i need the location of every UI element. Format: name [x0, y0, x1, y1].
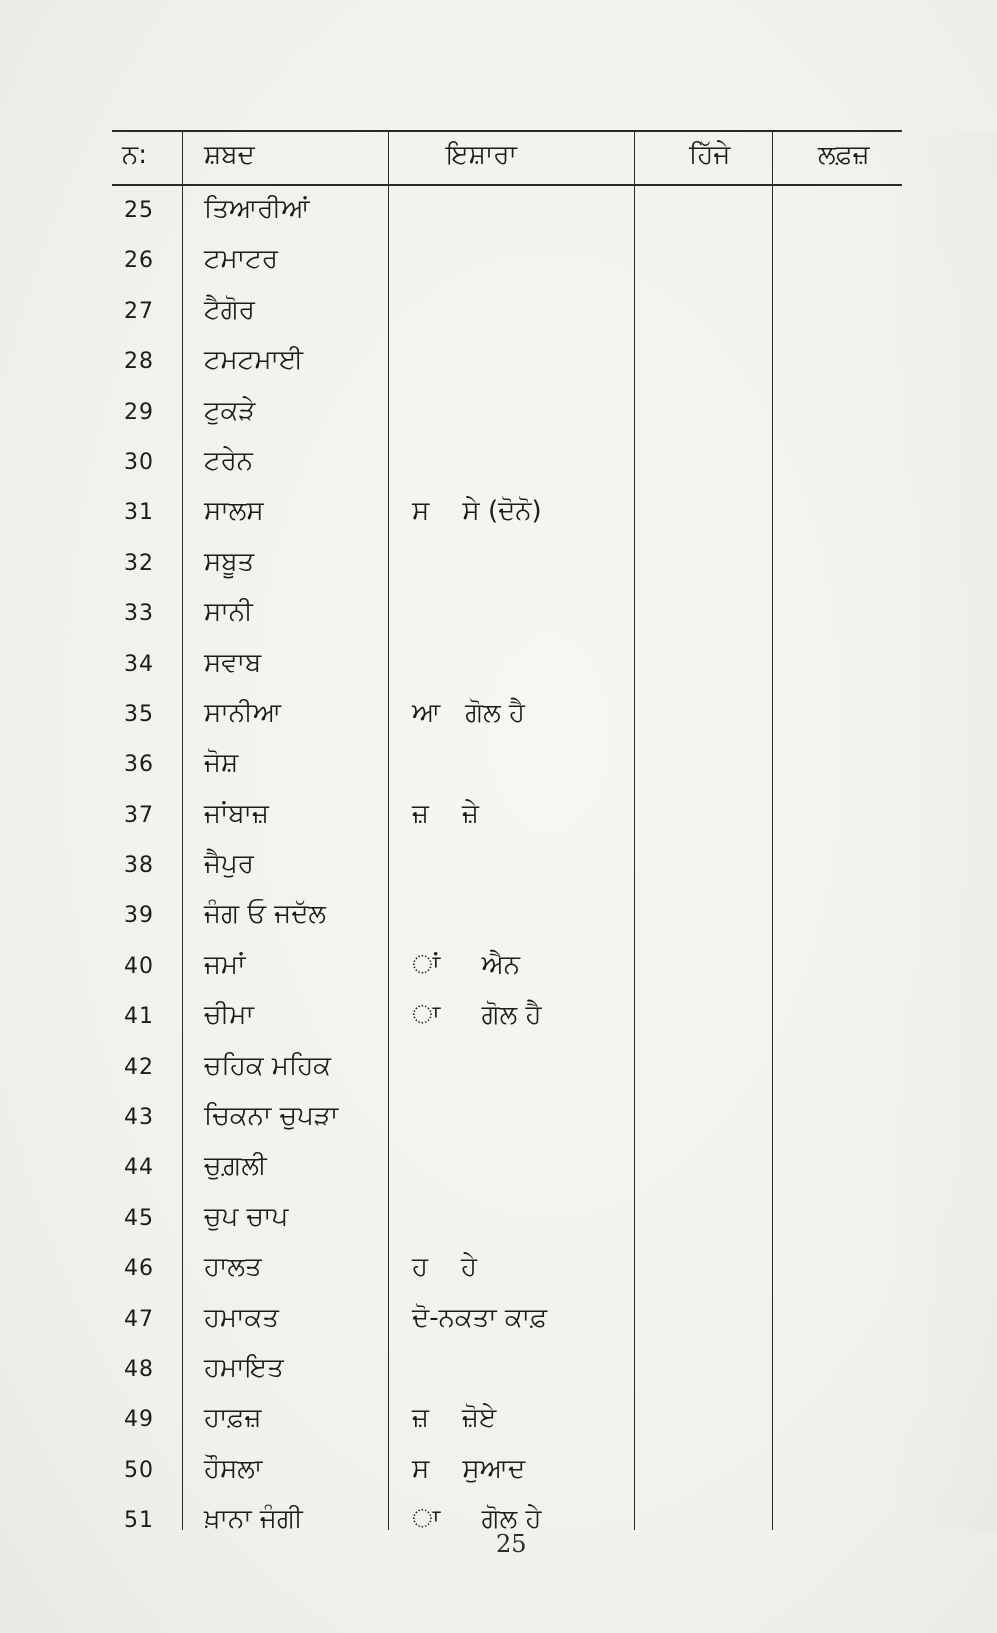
row-word: ਜੰਗ ਓ ਜਦੱਲ	[204, 899, 326, 930]
row-number: 48	[124, 1356, 154, 1382]
row-number: 39	[124, 903, 154, 929]
row-word: ਟੈਗੋਰ	[204, 294, 255, 325]
row-ishara: ਾਂ ਐਨ	[412, 949, 521, 980]
table-row	[112, 1043, 902, 1093]
row-ishara: ਜ਼ ਜ਼ੋਏ	[412, 1403, 497, 1434]
header-ishara: ਇਸ਼ਾਰਾ	[446, 140, 517, 170]
table-row	[112, 589, 902, 639]
row-number: 38	[124, 853, 154, 879]
row-number: 41	[124, 1004, 154, 1030]
row-ishara: ਆ ਗੋਲ ਹੈ	[412, 697, 525, 728]
row-word: ਚੀਮਾ	[204, 1000, 254, 1031]
row-ishara: ਾ ਗੋਲ ਹੇ	[412, 1504, 542, 1535]
word-table	[112, 130, 902, 1535]
table-row	[112, 1295, 902, 1345]
table-row	[112, 690, 902, 740]
header-number: ਨ:	[122, 140, 148, 170]
row-word: ਖ਼ਾਨਾ ਜੰਗੀ	[204, 1504, 303, 1535]
row-number: 26	[124, 248, 154, 274]
row-number: 36	[124, 752, 154, 778]
row-word: ਜਮਾਂ	[204, 949, 246, 980]
table-row	[112, 539, 902, 589]
table-row	[112, 1244, 902, 1294]
table-row	[112, 740, 902, 790]
table-row	[112, 1446, 902, 1496]
row-number: 35	[124, 701, 154, 727]
row-number: 47	[124, 1306, 154, 1332]
table-row	[112, 438, 902, 488]
row-ishara: ਸ ਸੁਆਦ	[412, 1453, 526, 1484]
row-word: ਹਾਫ਼ਜ਼	[204, 1403, 262, 1434]
row-number: 42	[124, 1054, 154, 1080]
row-number: 33	[124, 601, 154, 627]
row-word: ਚੁਪ ਚਾਪ	[204, 1201, 289, 1232]
row-word: ਸਾਨੀਆ	[204, 697, 282, 728]
row-word: ਜਾਂਬਾਜ਼	[204, 798, 269, 829]
table-row	[112, 791, 902, 841]
row-number: 28	[124, 349, 154, 375]
row-word: ਚੁਗ਼ਲੀ	[204, 1151, 267, 1182]
row-word: ਸਾਲਸ	[204, 496, 264, 527]
header-lafaz: ਲਫ਼ਜ਼	[818, 140, 870, 170]
row-ishara: ਹ ਹੇ	[412, 1252, 477, 1283]
table-row	[112, 992, 902, 1042]
table-body	[112, 186, 902, 1547]
table-row	[112, 287, 902, 337]
row-number: 37	[124, 802, 154, 828]
row-number: 46	[124, 1256, 154, 1282]
row-word: ਜੋਸ਼	[204, 748, 239, 779]
row-number: 49	[124, 1407, 154, 1433]
table-row	[112, 1143, 902, 1193]
table-header	[112, 130, 902, 184]
row-word: ਚਿਕਨਾ ਚੁਪੜਾ	[204, 1101, 339, 1132]
row-number: 43	[124, 1105, 154, 1131]
row-number: 32	[124, 550, 154, 576]
row-word: ਹੌਸਲਾ	[204, 1453, 263, 1484]
row-word: ਸਬੂਤ	[204, 546, 255, 577]
row-word: ਟਮਾਟਰ	[204, 244, 278, 275]
row-word: ਟੁਕੜੇ	[204, 395, 256, 426]
row-number: 51	[124, 1508, 154, 1534]
row-word: ਜੈਪੁਰ	[204, 849, 254, 880]
row-word: ਹਮਾਕਤ	[204, 1302, 279, 1333]
row-number: 34	[124, 651, 154, 677]
row-number: 45	[124, 1205, 154, 1231]
row-number: 31	[124, 500, 154, 526]
table-row	[112, 1093, 902, 1143]
row-number: 40	[124, 953, 154, 979]
table-row	[112, 891, 902, 941]
row-ishara: ਜ਼ ਜ਼ੇ	[412, 798, 479, 829]
table-row	[112, 337, 902, 387]
row-number: 30	[124, 449, 154, 475]
row-word: ਚਹਿਕ ਮਹਿਕ	[204, 1050, 332, 1081]
table-row	[112, 1395, 902, 1445]
row-word: ਟਰੇਨ	[204, 445, 254, 476]
row-word: ਸਾਨੀ	[204, 597, 253, 628]
row-ishara: ਾ ਗੋਲ ਹੈ	[412, 1000, 542, 1031]
header-word: ਸ਼ਬਦ	[204, 140, 255, 170]
header-hije: ਹਿੱਜੇ	[689, 140, 731, 170]
table-row	[112, 388, 902, 438]
table-row	[112, 1194, 902, 1244]
row-number: 29	[124, 399, 154, 425]
row-word: ਤਿਆਰੀਆਂ	[204, 194, 310, 224]
row-ishara: ਦੋ-ਨਕਤਾ ਕਾਫ਼	[412, 1302, 548, 1333]
table-row	[112, 488, 902, 538]
row-number: 44	[124, 1155, 154, 1181]
table-row	[112, 236, 902, 286]
row-word: ਹਮਾਇਤ	[204, 1352, 284, 1383]
table-row	[112, 942, 902, 992]
table-row	[112, 186, 902, 236]
table-row	[112, 640, 902, 690]
row-ishara: ਸ ਸੇ (ਦੋਨੋ)	[412, 496, 542, 527]
table-row	[112, 1345, 902, 1395]
page-number: 25	[496, 1530, 527, 1558]
row-word: ਸਵਾਬ	[204, 647, 262, 678]
row-number: 50	[124, 1457, 154, 1483]
row-word: ਹਾਲਤ	[204, 1252, 262, 1283]
table-row	[112, 841, 902, 891]
row-number: 27	[124, 298, 154, 324]
row-word: ਟਮਟਮਾਈ	[204, 345, 304, 376]
row-number: 25	[124, 198, 154, 223]
